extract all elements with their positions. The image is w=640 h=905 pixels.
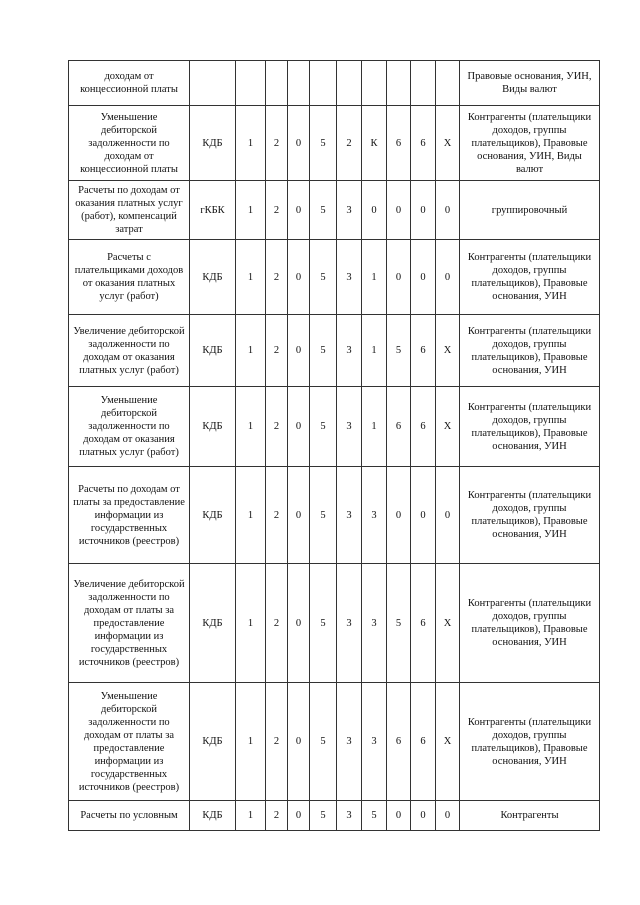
code-digit-cell: 0 [411, 467, 436, 564]
code-digit-cell: Х [436, 106, 460, 181]
table-body [69, 61, 600, 831]
code-digit-cell: 3 [337, 387, 362, 467]
code-digit-cell: 0 [387, 801, 411, 831]
code-digit-cell: 3 [362, 467, 387, 564]
code-digit-cell: 1 [236, 564, 266, 683]
account-name-cell: доходам от концессионной платы [69, 61, 190, 106]
account-name-cell: Расчеты с плательщиками доходов от оказания платных услуг (работ) [69, 240, 190, 315]
code-digit-cell: 1 [236, 467, 266, 564]
account-name-cell: Уменьшение дебиторской задолженности по доходам от оказания платных услуг (работ) [69, 387, 190, 467]
code-type-cell: КДБ [190, 564, 236, 683]
analytics-note-cell: Контрагенты (плательщики доходов, группы плательщиков), Правовые основания, УИН [460, 240, 600, 315]
code-digit-cell: 2 [266, 467, 288, 564]
code-digit-cell: 1 [236, 315, 266, 387]
code-digit-cell: 5 [387, 564, 411, 683]
code-digit-cell: 0 [387, 467, 411, 564]
code-digit-cell: 3 [337, 181, 362, 240]
code-digit-cell: 1 [236, 181, 266, 240]
account-table [68, 60, 600, 831]
code-digit-cell: 3 [337, 240, 362, 315]
code-digit-cell: 2 [266, 683, 288, 801]
table-row [69, 801, 600, 831]
code-digit-cell [236, 61, 266, 106]
code-digit-cell: 0 [411, 240, 436, 315]
code-digit-cell [362, 61, 387, 106]
code-digit-cell: 0 [387, 181, 411, 240]
code-digit-cell: 1 [362, 387, 387, 467]
code-digit-cell: 1 [236, 387, 266, 467]
table-row [69, 564, 600, 683]
account-name-cell: Расчеты по доходам от оказания платных услуг (работ), компенсаций затрат [69, 181, 190, 240]
code-digit-cell: 5 [310, 564, 337, 683]
account-name-cell: Уменьшение дебиторской задолженности по доходам от концессионной платы [69, 106, 190, 181]
code-digit-cell: 0 [436, 240, 460, 315]
table-row [69, 106, 600, 181]
analytics-note-cell: Контрагенты (плательщики доходов, группы плательщиков), Правовые основания, УИН [460, 387, 600, 467]
code-digit-cell: 6 [387, 683, 411, 801]
code-digit-cell: 3 [362, 683, 387, 801]
code-digit-cell: 0 [288, 240, 310, 315]
code-digit-cell [310, 61, 337, 106]
code-digit-cell: 0 [288, 315, 310, 387]
code-digit-cell: Х [436, 564, 460, 683]
code-type-cell: КДБ [190, 315, 236, 387]
account-name-cell: Увеличение дебиторской задолженности по доходам от платы за предоставление информации из государственных источников (реестров) [69, 564, 190, 683]
code-digit-cell: Х [436, 387, 460, 467]
code-type-cell: КДБ [190, 240, 236, 315]
code-digit-cell: 0 [436, 181, 460, 240]
code-digit-cell: 5 [310, 467, 337, 564]
code-digit-cell: 1 [362, 240, 387, 315]
code-type-cell: КДБ [190, 683, 236, 801]
account-name-cell: Расчеты по доходам от платы за предоставление информации из государственных источников (реестров) [69, 467, 190, 564]
code-digit-cell: 0 [411, 801, 436, 831]
code-digit-cell: 0 [411, 181, 436, 240]
account-name-cell: Увеличение дебиторской задолженности по доходам от оказания платных услуг (работ) [69, 315, 190, 387]
code-digit-cell [288, 61, 310, 106]
code-digit-cell: 1 [236, 683, 266, 801]
code-type-cell: КДБ [190, 467, 236, 564]
code-digit-cell: 5 [310, 801, 337, 831]
code-digit-cell: 2 [266, 315, 288, 387]
code-digit-cell: 6 [387, 387, 411, 467]
analytics-note-cell: Контрагенты (плательщики доходов, группы плательщиков), Правовые основания, УИН [460, 467, 600, 564]
code-digit-cell: 5 [362, 801, 387, 831]
code-digit-cell: Х [436, 683, 460, 801]
code-digit-cell [411, 61, 436, 106]
table-row [69, 467, 600, 564]
code-digit-cell: 2 [266, 387, 288, 467]
code-digit-cell [387, 61, 411, 106]
code-digit-cell: 0 [288, 467, 310, 564]
code-digit-cell: 1 [362, 315, 387, 387]
analytics-note-cell: Контрагенты [460, 801, 600, 831]
code-digit-cell: 2 [266, 564, 288, 683]
code-type-cell: КДБ [190, 387, 236, 467]
code-digit-cell: 6 [411, 106, 436, 181]
code-digit-cell: 3 [337, 564, 362, 683]
code-digit-cell: 3 [362, 564, 387, 683]
code-digit-cell: 2 [266, 801, 288, 831]
table-row [69, 387, 600, 467]
code-digit-cell: 0 [288, 801, 310, 831]
code-digit-cell: 0 [288, 683, 310, 801]
code-digit-cell [266, 61, 288, 106]
code-digit-cell: 0 [387, 240, 411, 315]
code-digit-cell: 3 [337, 315, 362, 387]
analytics-note-cell: Контрагенты (плательщики доходов, группы плательщиков), Правовые основания, УИН [460, 564, 600, 683]
code-digit-cell: Х [436, 315, 460, 387]
code-digit-cell: К [362, 106, 387, 181]
code-digit-cell: 6 [387, 106, 411, 181]
code-digit-cell: 0 [288, 387, 310, 467]
code-digit-cell: 3 [337, 683, 362, 801]
analytics-note-cell: Правовые основания, УИН, Виды валют [460, 61, 600, 106]
account-name-cell: Уменьшение дебиторской задолженности по доходам от платы за предоставление информации из государственных источников (реестров) [69, 683, 190, 801]
code-digit-cell: 1 [236, 240, 266, 315]
analytics-note-cell: Контрагенты (плательщики доходов, группы плательщиков), Правовые основания, УИН [460, 683, 600, 801]
analytics-note-cell: Контрагенты (плательщики доходов, группы плательщиков), Правовые основания, УИН, Виды валют [460, 106, 600, 181]
code-digit-cell: 1 [236, 106, 266, 181]
code-digit-cell: 5 [387, 315, 411, 387]
code-digit-cell [337, 61, 362, 106]
code-digit-cell: 0 [288, 181, 310, 240]
table-row [69, 61, 600, 106]
code-digit-cell: 5 [310, 240, 337, 315]
code-type-cell [190, 61, 236, 106]
account-name-cell: Расчеты по условным [69, 801, 190, 831]
code-digit-cell: 5 [310, 387, 337, 467]
code-digit-cell: 5 [310, 315, 337, 387]
code-digit-cell: 2 [266, 106, 288, 181]
code-digit-cell: 0 [436, 467, 460, 564]
code-digit-cell: 3 [337, 467, 362, 564]
code-type-cell: гКБК [190, 181, 236, 240]
code-digit-cell: 0 [288, 564, 310, 683]
code-digit-cell: 3 [337, 801, 362, 831]
analytics-note-cell: Контрагенты (плательщики доходов, группы плательщиков), Правовые основания, УИН [460, 315, 600, 387]
code-digit-cell: 6 [411, 683, 436, 801]
code-digit-cell: 1 [236, 801, 266, 831]
code-digit-cell: 2 [266, 181, 288, 240]
code-digit-cell: 6 [411, 315, 436, 387]
code-digit-cell: 6 [411, 387, 436, 467]
code-digit-cell: 6 [411, 564, 436, 683]
table-row [69, 181, 600, 240]
code-digit-cell: 2 [337, 106, 362, 181]
code-digit-cell: 2 [266, 240, 288, 315]
code-digit-cell: 0 [362, 181, 387, 240]
code-type-cell: КДБ [190, 106, 236, 181]
code-type-cell: КДБ [190, 801, 236, 831]
analytics-note-cell: группировочный [460, 181, 600, 240]
code-digit-cell: 0 [288, 106, 310, 181]
code-digit-cell: 0 [436, 801, 460, 831]
table-row [69, 315, 600, 387]
table-row [69, 683, 600, 801]
code-digit-cell: 5 [310, 106, 337, 181]
code-digit-cell: 5 [310, 683, 337, 801]
table-row [69, 240, 600, 315]
code-digit-cell [436, 61, 460, 106]
code-digit-cell: 5 [310, 181, 337, 240]
